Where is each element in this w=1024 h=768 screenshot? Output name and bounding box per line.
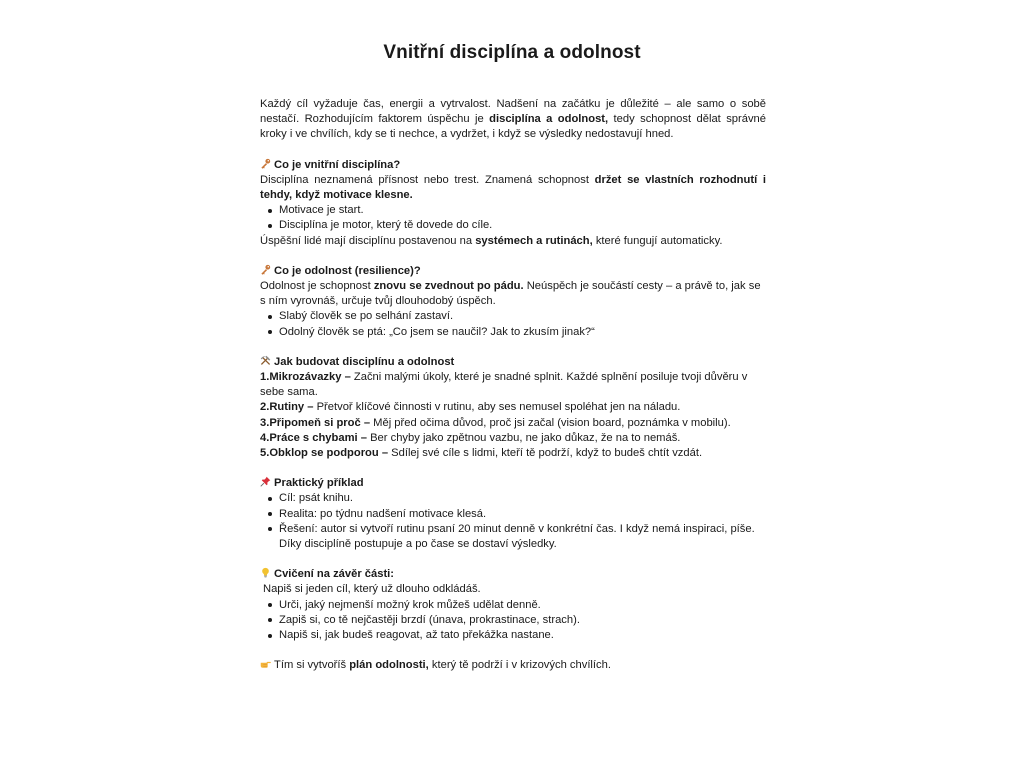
list-item: Realita: po týdnu nadšení motivace klesá.	[260, 507, 766, 522]
section-resilience-paragraph	[260, 279, 766, 309]
list-item: Motivace je start.	[260, 203, 766, 218]
list-item: Cíl: psát knihu.	[260, 491, 766, 506]
paragraph-text: Odolnost je schopnost	[260, 280, 374, 293]
page-title: Vnitřní disciplína a odolnost	[383, 42, 641, 63]
numbered-item	[260, 416, 766, 431]
section-discipline-heading	[260, 158, 766, 173]
section-heading-text: Jak budovat disciplínu a odolnost	[274, 355, 455, 368]
item-text: Ber chyby jako zpětnou vazbu, ne jako důkaz, že na to nemáš.	[366, 431, 681, 444]
intro-text-1: Každý cíl vyžaduje čas, energii a vytrvalost. Nadšení na začátku je důležité – ale samo o sobě nestačí. Rozhodujícím faktorem úspěchu je	[260, 98, 766, 126]
list-item: Napiš si, jak budeš reagovat, až tato překážka nastane.	[260, 628, 766, 643]
list-item: Urči, jaký nejmenší možný krok můžeš udělat denně.	[260, 598, 766, 613]
hammer-pick-icon	[260, 355, 271, 366]
section-heading-text: Co je odolnost (resilience)?	[274, 264, 421, 277]
paragraph-bold: držet se vlastních rozhodnutí i tehdy, když motivace klesne.	[260, 173, 766, 202]
paragraph-bold: systémech a rutinách,	[475, 234, 593, 247]
intro-bold: disciplína a odolnost,	[489, 113, 609, 126]
list-item: Disciplína je motor, který tě dovede do cíle.	[260, 218, 766, 233]
numbered-item	[260, 370, 766, 400]
lightbulb-icon	[260, 567, 271, 578]
closing-text-1: Tím si vytvoříš	[274, 659, 350, 672]
item-label: 3.Připomeň si proč –	[260, 416, 371, 429]
list-item: Slabý člověk se po selhání zastaví.	[260, 309, 766, 324]
item-text: Začni malými úkoly, které je snadné splnit. Každé splnění posiluje tvoji důvěru v sebe sama.	[260, 371, 748, 399]
exercise-lead: Napiš si jeden cíl, který už dlouho odkládáš.	[263, 583, 481, 596]
key-icon	[260, 158, 271, 169]
item-label: 5.Obklop se podporou –	[260, 447, 389, 460]
discipline-bullet-list	[260, 203, 766, 233]
section-heading-text: Co je vnitřní disciplína?	[274, 158, 401, 171]
item-label: 2.Rutiny –	[260, 401, 314, 414]
numbered-item	[260, 400, 766, 415]
closing-paragraph	[260, 658, 766, 673]
section-discipline-paragraph	[260, 173, 766, 203]
exercise-bullet-list	[260, 598, 766, 644]
item-text: Přetvoř klíčové činnosti v rutinu, aby ses nemusel spoléhat jen na náladu.	[313, 401, 681, 414]
list-item: Odolný člověk se ptá: „Co jsem se naučil? Jak to zkusím jinak?“	[260, 325, 766, 340]
paragraph-text: které fungují automaticky.	[592, 234, 723, 247]
item-label: 1.Mikrozávazky –	[260, 371, 351, 384]
example-bullet-list	[260, 491, 766, 552]
paragraph-text: Disciplína neznamená přísnost nebo trest. Znamená schopnost	[260, 173, 595, 186]
item-label: 4.Práce s chybami –	[260, 431, 367, 444]
pushpin-icon	[260, 476, 271, 487]
section-build-heading	[260, 355, 766, 370]
section-exercise-heading	[260, 567, 766, 582]
item-text: Sdílej své cíle s lidmi, kteří tě podrží, když to budeš chtít vzdát.	[388, 447, 703, 460]
numbered-item	[260, 446, 766, 461]
closing-text-2: který tě podrží i v krizových chvílích.	[428, 659, 611, 672]
intro-paragraph	[260, 97, 766, 143]
list-item: Zapiš si, co tě nejčastěji brzdí (únava, prokrastinace, strach).	[260, 613, 766, 628]
list-item: Řešení: autor si vytvoří rutinu psaní 20 minut denně v konkrétní čas. I když nemá inspiraci, píše. Díky disciplíně postupuje a po čase se dostaví výsledky.	[260, 522, 766, 552]
resilience-bullet-list	[260, 309, 766, 339]
section-discipline-paragraph-2	[260, 234, 766, 249]
paragraph-text: Neúspěch je součástí cesty – a právě to, jak se s ním vyrovnáš, určuje tvůj dlouhodobý úspěch.	[260, 280, 761, 308]
section-heading-text: Praktický příklad	[274, 477, 364, 490]
closing-bold: plán odolnosti,	[349, 659, 429, 672]
intro-text-2: tedy schopnost dělat správné kroky i ve chvílích, kdy se ti nechce, a vydržet, i když se výsledky nedostavují hned.	[260, 113, 766, 141]
item-text: Měj před očima důvod, proč jsi začal (vision board, poznámka v mobilu).	[370, 416, 731, 429]
key-icon	[260, 264, 271, 275]
section-resilience-heading	[260, 264, 766, 279]
pointing-hand-icon	[260, 658, 271, 669]
paragraph-text: Úspěšní lidé mají disciplínu postavenou na	[260, 234, 476, 247]
section-heading-text: Cvičení na závěr části:	[274, 568, 395, 581]
numbered-item	[260, 431, 766, 446]
document-body	[260, 97, 766, 674]
paragraph-bold: znovu se zvednout po pádu.	[373, 280, 524, 293]
section-example-heading	[260, 476, 766, 491]
